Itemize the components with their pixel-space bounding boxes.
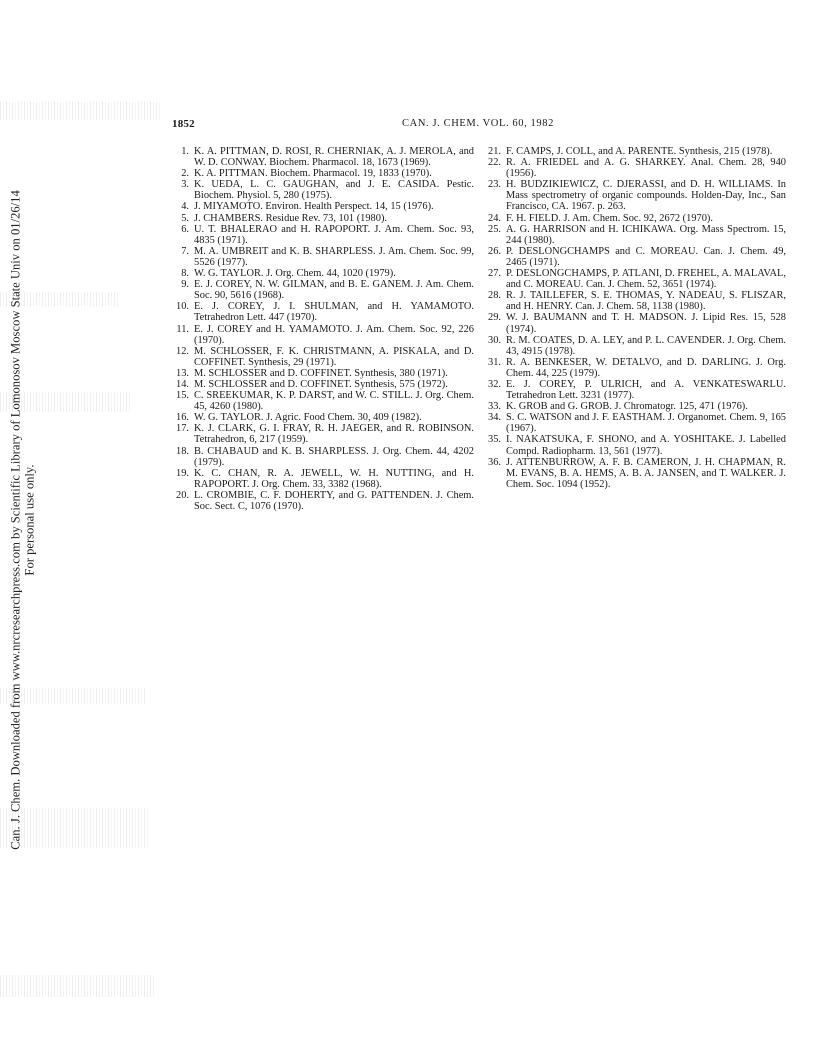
reference-number: 20. [176, 489, 189, 501]
reference-text: H. BUDZIKIEWICZ, C. DJERASSI, and D. H. WILLIAMS. In Mass spectrometry of organic compounds. Holden-Day, Inc., San Francisco, CA. 1967. p. 263. [506, 179, 786, 213]
reference-number: 18. [176, 445, 189, 457]
reference-item [172, 324, 474, 346]
reference-number: 4. [181, 201, 189, 213]
reference-item [172, 368, 474, 379]
reference-text: E. J. COREY, P. ULRICH, and A. VENKATESWARLU. Tetrahedron Lett. 3231 (1977). [506, 378, 786, 402]
reference-number: 32. [488, 378, 501, 390]
reference-text: P. DESLONGCHAMPS, P. ATLANI, D. FREHEL, A. MALAVAL, and C. MOREAU. Can. J. Chem. 52, 3651 (1974). [506, 268, 786, 291]
reference-number: 8. [181, 268, 189, 280]
reference-number: 29. [488, 312, 501, 324]
reference-item [484, 146, 786, 157]
reference-item [484, 290, 786, 312]
reference-item [484, 157, 786, 179]
reference-item [172, 346, 474, 368]
references-right-column [484, 146, 786, 490]
reference-item [172, 412, 474, 423]
page-number: 1852 [172, 118, 195, 130]
reference-text: L. CROMBIE, C. F. DOHERTY, and G. PATTENDEN. J. Chem. Soc. Sect. C, 1076 (1970). [194, 489, 474, 512]
reference-item [172, 490, 474, 512]
page-header [172, 118, 784, 132]
reference-number: 2. [181, 168, 189, 180]
reference-text: S. C. WATSON and J. F. EASTHAM. J. Organomet. Chem. 9, 165 (1967). [506, 412, 786, 435]
reference-number: 21. [488, 146, 501, 157]
reference-text: B. CHABAUD and K. B. SHARPLESS. J. Org. Chem. 44, 4202 (1979). [194, 445, 474, 468]
reference-item [484, 434, 786, 456]
reference-text: K. A. PITTMAN. Biochem. Pharmacol. 19, 1833 (1970). [194, 168, 432, 180]
reference-item [172, 201, 474, 212]
reference-number: 15. [176, 390, 189, 402]
reference-item [484, 224, 786, 246]
reference-number: 3. [181, 179, 189, 191]
reference-text: P. DESLONGCHAMPS and C. MOREAU. Can. J. Chem. 49, 2465 (1971). [506, 245, 786, 268]
reference-number: 5. [181, 212, 189, 224]
reference-item [484, 268, 786, 290]
reference-number: 12. [176, 345, 189, 357]
scan-artifact [0, 975, 155, 997]
reference-text: R. M. COATES, D. A. LEY, and P. L. CAVENDER. J. Org. Chem. 43, 4915 (1978). [506, 334, 786, 357]
reference-item [172, 213, 474, 224]
reference-item [484, 335, 786, 357]
reference-text: J. ATTENBURROW, A. F. B. CAMERON, J. H. CHAPMAN, R. M. EVANS, B. A. HEMS, A. B. A. JANSEN, and T. WALKER. J. Chem. Soc. 1094 (1952). [506, 456, 786, 490]
reference-number: 17. [176, 423, 189, 435]
reference-item [484, 457, 786, 490]
reference-item [484, 213, 786, 224]
reference-text: E. J. COREY, J. I. SHULMAN, and H. YAMAMOTO. Tetrahedron Lett. 447 (1970). [194, 301, 474, 324]
reference-item [172, 279, 474, 301]
reference-item [172, 268, 474, 279]
reference-text: F. H. FIELD. J. Am. Chem. Soc. 92, 2672 (1970). [506, 212, 713, 224]
reference-text: J. MIYAMOTO. Environ. Health Perspect. 14, 15 (1976). [194, 201, 434, 213]
reference-number: 26. [488, 245, 501, 257]
reference-number: 19. [176, 467, 189, 479]
reference-text: M. A. UMBREIT and K. B. SHARPLESS. J. Am. Chem. Soc. 99, 5526 (1977). [194, 245, 474, 268]
reference-text: W. J. BAUMANN and T. H. MADSON. J. Lipid Res. 15, 528 (1974). [506, 312, 786, 335]
reference-text: R. J. TAILLEFER, S. E. THOMAS, Y. NADEAU, S. FLISZAR, and H. HENRY. Can. J. Chem. 58, 1138 (1980). [506, 290, 786, 313]
reference-item [484, 412, 786, 434]
reference-text: R. A. BENKESER, W. DETALVO, and D. DARLING. J. Org. Chem. 44, 225 (1979). [506, 356, 786, 379]
reference-item [172, 446, 474, 468]
reference-text: W. G. TAYLOR. J. Org. Chem. 44, 1020 (1979). [194, 268, 396, 280]
reference-item [484, 379, 786, 401]
reference-item [172, 468, 474, 490]
reference-text: M. SCHLOSSER and D. COFFINET. Synthesis, 380 (1971). [194, 367, 448, 379]
reference-item [484, 312, 786, 334]
reference-item [484, 179, 786, 212]
reference-number: 30. [488, 334, 501, 346]
reference-text: M. SCHLOSSER, F. K. CHRISTMANN, A. PISKALA, and D. COFFINET. Synthesis, 29 (1971). [194, 345, 474, 368]
reference-text: M. SCHLOSSER and D. COFFINET. Synthesis, 575 (1972). [194, 378, 448, 390]
reference-text: C. SREEKUMAR, K. P. DARST, and W. C. STILL. J. Org. Chem. 45, 4260 (1980). [194, 390, 474, 413]
reference-item [484, 246, 786, 268]
reference-text: K. UEDA, L. C. GAUGHAN, and J. E. CASIDA. Pestic. Biochem. Physiol. 5, 280 (1975). [194, 179, 474, 202]
reference-number: 7. [181, 245, 189, 257]
download-notice [10, 190, 37, 850]
reference-number: 9. [181, 279, 189, 291]
reference-number: 34. [488, 412, 501, 424]
reference-number: 25. [488, 223, 501, 235]
reference-text: W. G. TAYLOR. J. Agric. Food Chem. 30, 409 (1982). [194, 412, 422, 424]
reference-item [172, 146, 474, 168]
reference-text: E. J. COREY, N. W. GILMAN, and B. E. GANEM. J. Am. Chem. Soc. 90, 5616 (1968). [194, 279, 474, 302]
reference-number: 10. [176, 301, 189, 313]
reference-number: 31. [488, 356, 501, 368]
reference-number: 14. [176, 378, 189, 390]
reference-text: U. T. BHALERAO and H. RAPOPORT. J. Am. Chem. Soc. 93, 4835 (1971). [194, 223, 474, 246]
reference-text: K. J. CLARK, G. I. FRAY, R. H. JAEGER, and R. ROBINSON. Tetrahedron, 6, 217 (1959). [194, 423, 474, 446]
reference-item [172, 168, 474, 179]
download-notice-line-1: Can. J. Chem. Downloaded from www.nrcresearchpress.com by Scientific Library of Lomonosov Moscow State Univ on 01/26/14 [8, 190, 23, 850]
reference-text: J. CHAMBERS. Residue Rev. 73, 101 (1980). [194, 212, 387, 224]
reference-item [172, 246, 474, 268]
reference-item [172, 224, 474, 246]
reference-item [172, 423, 474, 445]
reference-item [172, 379, 474, 390]
download-notice-line-2: For personal use only. [22, 464, 36, 576]
reference-text: K. A. PITTMAN, D. ROSI, R. CHERNIAK, A. J. MEROLA, and W. D. CONWAY. Biochem. Pharmacol. 18, 1673 (1969). [194, 146, 474, 169]
reference-text: K. C. CHAN, R. A. JEWELL, W. H. NUTTING, and H. RAPOPORT. J. Org. Chem. 33, 3382 (1968). [194, 467, 474, 490]
reference-number: 27. [488, 268, 501, 280]
running-head: CAN. J. CHEM. VOL. 60, 1982 [402, 118, 554, 129]
reference-item [172, 179, 474, 201]
reference-number: 13. [176, 367, 189, 379]
reference-item [484, 401, 786, 412]
scan-artifact [0, 102, 160, 120]
reference-number: 22. [488, 157, 501, 169]
reference-item [484, 357, 786, 379]
reference-item [172, 390, 474, 412]
reference-number: 33. [488, 401, 501, 413]
reference-number: 1. [181, 146, 189, 157]
reference-text: I. NAKATSUKA, F. SHONO, and A. YOSHITAKE. J. Labelled Compd. Radiopharm. 13, 561 (1977). [506, 434, 786, 457]
reference-text: E. J. COREY and H. YAMAMOTO. J. Am. Chem. Soc. 92, 226 (1970). [194, 323, 474, 346]
reference-number: 35. [488, 434, 501, 446]
reference-text: F. CAMPS, J. COLL, and A. PARENTE. Synthesis, 215 (1978). [506, 146, 773, 157]
reference-item [172, 301, 474, 323]
reference-text: A. G. HARRISON and H. ICHIKAWA. Org. Mass Spectrom. 15, 244 (1980). [506, 223, 786, 246]
references-left-column [172, 146, 474, 512]
reference-number: 28. [488, 290, 501, 302]
reference-number: 36. [488, 456, 501, 468]
download-notice-sidebar [0, 140, 46, 900]
reference-number: 24. [488, 212, 501, 224]
reference-number: 6. [181, 223, 189, 235]
reference-number: 16. [176, 412, 189, 424]
reference-text: K. GROB and G. GROB. J. Chromatogr. 125, 471 (1976). [506, 401, 748, 413]
reference-text: R. A. FRIEDEL and A. G. SHARKEY. Anal. Chem. 28, 940 (1956). [506, 157, 786, 180]
reference-number: 23. [488, 179, 501, 191]
reference-number: 11. [176, 323, 189, 335]
